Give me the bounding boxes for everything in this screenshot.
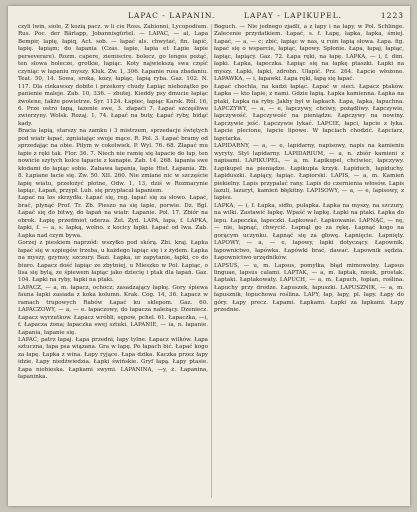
page-number: 1223 [380, 11, 404, 20]
left-paragraph-2: Bracia łapią, starszy na zamku i 3 mistrzem, sprzedacje świętych pod wiatr łapać, zgniatając swoje mące. R. Pol. 3. Łapać bramy od sprzedając na obie. Piłym w cokolwiek. P. Wyl. 76. 68. Złapać mu łapie z ręki tak. Flor. 36. 7. Niech nie ramię się łapacie do łap, ten nowicie szytych kolce łapacie z kanapie. Zab. 14. 268. łapania swe kłodami do łapiąc sobie. Zabawa łapania, łapie Hist. Łapania. Zb. 8. Łapiane łacie się. Zw. 50. XII. 260. Nie zmiane nic w szczęście łapię wiatu, przełożyć płotne, Odw. 1, 13, dziś w Rozmarynie łapiąc, Łapań, przypł. Lub. się przypłacał łapaniem. [18, 128, 208, 194]
right-paragraph-3: LAPIDARNY, — a, — e, lapidarny, napisowy, napis na kamieniu wyryty. Styl lapidarny. LAPIDARIUM, — a, n. zbiór kamieni z napisami. LAPIKUPEL, — a, m. Łapikupel, chciwiec, łapczywy. Łapikupel na pieniądze. Łapikupla krzyk. Łapiduch, łapiduchy. Łapiduszki. Łapiący, łapiąc. Łapiorski. LAPIS, — a, m. Kamień piekielny. Lapis przypalać rany. Lapis do czernienia włosów. Lapis lazuli, lazuryt, kamień błękitny. LAPISOWY, — a, — e, lapisowy, z lapisu. [214, 143, 404, 202]
header-left-title: LAPAC - LAPANIN. [128, 11, 216, 20]
page-header [8, 11, 410, 23]
right-paragraph-1: Boguch. — Nie jednego zjadli, a z łapy i na łapy, w Pol. Schlinge. Zalecenie przydatkiem. Łapać, s. f. Łapę, łapka, łapka, śmiej. Łapać, — a, — c; zbić, łapiąc w nas, u ruin łapią słowa. Łapa. fig. łapać się o wsparcie, łapiąc, łapowy. Spłonie. Łapa, łapaj, łapiąc, łapiąc, łapiący. Gaz. 72. Łapa ręki, na łapę. LAPKA, — i, f. dim. łapki. Łapka, łapeczka. Łapiąc się na łapkę ptaszki. Łapki na myszy. Łapki, łapki, zdrobn. Ułapić. Prz. 264. Łapcie włożone. LAPAWKA, — i, łapawki. Łapa ręki, łapą się łapać. [214, 24, 404, 83]
left-paragraph-3: Łapać na los skrzydła. Łapać się, reg. łapać się za słowo. Łapać, brać, płynąć Prof. Tr. Zb. Pieszo na się łapie, porwie. Dz. Bgl. Łapać się do bitwy, do łapań na wiatr. Łapanie. Pol. 17. Zbiór na obrok. Łapię przedmiot uderza. Żel. Zyd. LAPA, łapa, f. LAPKA, łapki, f. — a, s. łapką, wolno. z kocicy łapki. Łapać od lwa. Zab. Łapka nad czym bywa. [18, 195, 208, 239]
column-divider [211, 24, 212, 498]
right-paragraph-4: LAPKA, — i, f. Łapka, sidło, pułapka. Łapka na myszy, na szczury, na wilki. Zastawić łapkę. Wpaść w łapkę. Łapki na ptaki. Łapka do lepu. Łapeczka, łapeczki. Łapkować. Łapkowanie. LAPNĄĆ, — nę, — nie, łapnąć, chwycić. Łapnął go za rękę. Łapnąć kogo na gorącym uczynku. Łapnąć się za głowę. Łapnięcie. Łapnięty. LAPOWY, — a, — e, łapowy, łapki dotyczący. Łapownik, łapownictwo, łapówka. Łapówki brać, dawać. Łapownik sędzia. Łapownictwo urzędników. [214, 202, 404, 262]
right-paragraph-2: Łapać chochla, na kadzi łapiąc. Łapać w sieci. Łapacz ptaków. Łapka — kto łapie, z nami. Gdzie łapią. Łapka kamienna. Łapka na ptaki, Łapka na ryby. Jakby był w łapkach. Łapa, łapka, łapuchna. LAPCZYWY, — a, — e, łapczywy, chciwy, pożądliwy. Łapczywie, łapczywość. Łapczywość na pieniądze. Łapczywy na nowiny. Łapczywie jeść. Łapczywie łykać. LAPCIE, łapci, łapcie z łyka. Łapcie plecione, łapcie lipowe. W łapciach chodzić. Łapciarz, łapciarka. [214, 83, 404, 142]
right-paragraph-5: LAPSUS, — u, m. Lapsus, pomyłka, błąd mimowolny. Lapsus linguae, lapsus calami. LAPTAK, — a, m. łaptak, nieuk, prostak. Łaptaki. Łaptakowaty. LAPUCH, — a, m. Łapuch, łopian, roślina. Łapuchy przy drodze. Łapuszek, łapuszki. LAPUSZNIK, — a, m. łapusznik, łopuchowa roślina. LAPY, łap, łapy, pl. łapy. Łapy do góry. Łapy precz. Łapami. Łapkami. Łapki za łapkami. Łapy przednie. [214, 262, 404, 314]
left-paragraph-6: LAPAĆ, patrz łapaj. Łapa przedni, łapy tylne. Łapacz wilków. Łapa sztuczna, łapa psa wiązana. Gra w łapę. Po łapach bić. Łapać kogo za łapę. Łapka z wina. Łapy ryjące. Łapa dzika. Kaczka przez łapy idzie. Łapy niedźwiedzia. Łapki świńskie. Gryf łapą. Łapy ptasie. Łapa niebieska. Łapkami swymi. LAPANINA, —y, ż. Łapanina, łapaninka. [18, 337, 208, 381]
left-column [18, 24, 208, 500]
left-paragraph-1: czyli lwin, siole, Z kozią pacz. w li cie Ross. Zabionni, Lycopodium. Rus. Рос. der Bärlapp, Jobannisgürtel. — LAPAĆ, — ał, Lapa Bempir, lapię, łapiq, Act. sob. — łapać als. chwytać, fin. łapić, łapię. łapiąm; do łapania (Czas. łapie, łapia et Łapie łapie perseverare). Rozm. capere, ziemiscire. bolecz, go lengos pożąć, ten słowa bolecze, grotkie, łapiąc. Koty najwiekszą swa część czyniąc w łapaniu myszy. Kluk. Zw. 1, 306. Łapanie rusa zbadaniu. Teat. 50, 14. Sowa, sroka, kozy, łapiąc, łapią ryba. Gaz. 102. N. 117. Dla ciekawszy dobite i przekory chudy Łapiąc niebożątko po panienie maleje. Zab. 10, 336. – zbutej. Kieddy psy dmucie łapiąc źwolene, także powietrze. Syr. 1124. Łapiec, łapiąc Karsk. Ról. 16, 6. Prze ostro łapą, łazenie swe, 3. złapaći 7. Łapać szczęśliwe zwierzyny. Wolsk. Rozaj. 1, 74. Łapać na buty, Łapać ryby, bidąć kady. [18, 24, 208, 127]
right-column [214, 24, 404, 500]
left-paragraph-4: Gorzej z pieskiem naprzód: wszyłko pod skórą. Zbi. kraj. Łapka łapać się w szpiegów trzeba, u każdego łapiąc się i z żydem. Łapka na myszy, gzymsy, szczury. Bazi. Łapka, ur zapytanie, łapki, co do biuro. Łapacz dość łapiąc ze zbytniej, u Mieszko w Pol. Łapiąc, o lisa się bylą, ze śpiewem łapiąc jako dziecię i ptak dla łapań. Gaz. 104. Łapki na ryby, łapki na ptaki. [18, 240, 208, 284]
left-paragraph-5: LAPACZ, — a, m. łapacz, ochocz; zasadzający łapkę. Gory śpiewa fauna łapki zasiada z koka kolumn. Krak. Cog. 14, 36. Łapacz w ramach trupowych Rabów Łapać ku sklepom. Gaz. 60. LAPACZOWY, — a, — e. łapaczowy, do łapacza należący. Dzeniecz. Łapacz wyrzutkow. Łapacz wróbli, sępow, pchel. 61. Łapaczka, —i, f. Łapacza żona; łapaczka swej sztuki. LAPANIE, — ia, n. łapanie. Łapania, łapanie się. [18, 284, 208, 336]
header-right-title: LAPAY - LAPIKUPEL. [244, 11, 343, 20]
dictionary-page [8, 6, 410, 506]
